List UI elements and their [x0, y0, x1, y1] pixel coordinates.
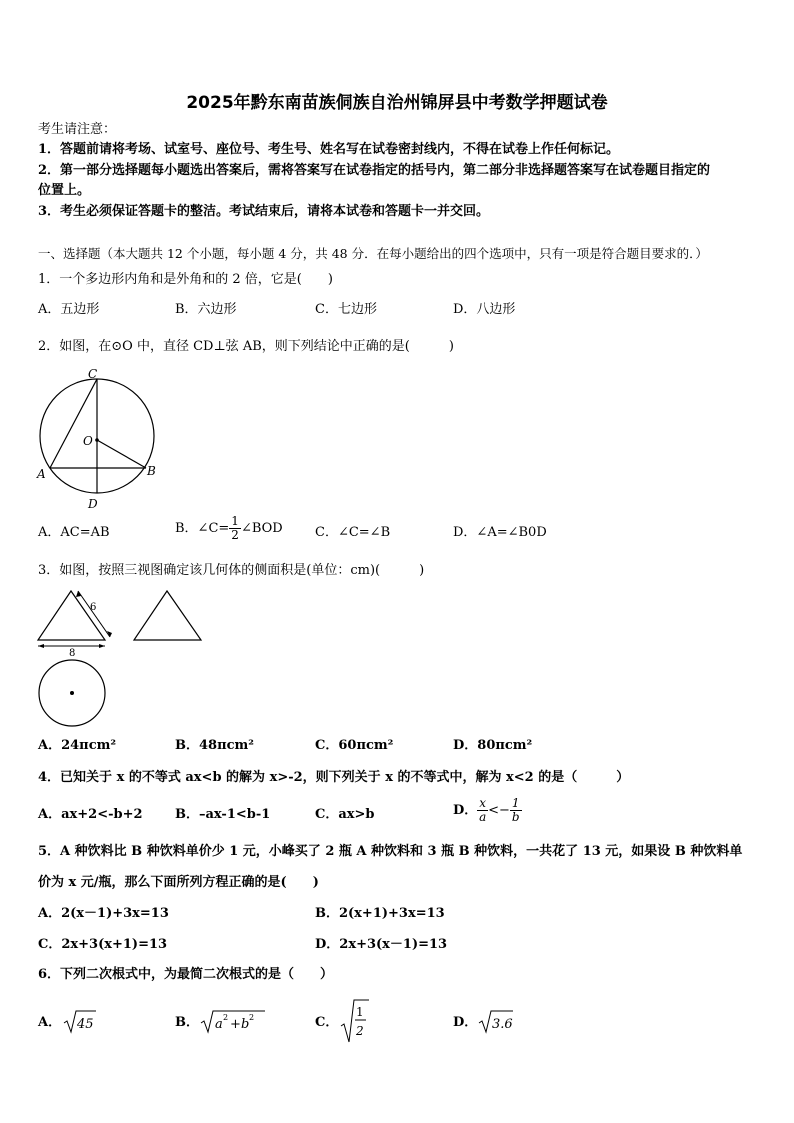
q5-stem-line2: 价为 x 元/瓶，那么下面所列方程正确的是( ) — [38, 875, 319, 890]
label-b: B — [147, 464, 156, 478]
q1-option-a: A．五边形 — [38, 302, 100, 317]
dim-line-6 — [78, 591, 110, 637]
q2-circle-figure — [30, 362, 170, 512]
fraction-one-half — [229, 515, 241, 542]
q2-option-b — [175, 515, 283, 542]
q2-option-d: D．∠A=∠B0D — [453, 525, 547, 540]
radicand: 3.6 — [492, 1017, 513, 1032]
q2-stem: 2．如图，在⊙O 中，直径 CD⊥弦 AB，则下列结论中正确的是( ) — [38, 339, 454, 354]
dim-arrow — [99, 644, 105, 648]
dim-arrow — [38, 644, 44, 648]
label-a: A — [37, 467, 46, 481]
notice-item-3: 3．考生必须保证答题卡的整洁。考试结束后，请将本试卷和答题卡一并交回。 — [38, 204, 490, 219]
notice-item-2-cont: 位置上。 — [38, 183, 91, 198]
q1-option-c: C．七边形 — [315, 302, 377, 317]
radicand-den: 2 — [356, 1024, 364, 1038]
radical-sign — [341, 1000, 369, 1042]
q6-option-d — [453, 1014, 477, 1032]
label-c: C — [88, 367, 98, 381]
notice-item-2: 2．第一部分选择题每小题选出答案后，需将答案写在试卷指定的括号内，第二部分非选择题答案写在试卷题目指定的 — [38, 163, 711, 178]
radical-sqrt-one-half — [340, 998, 370, 1044]
section-heading: 一、选择题（本大题共 12 个小题，每小题 4 分，共 48 分．在每小题给出的四个选项中，只有一项是符合题目要求的．） — [38, 246, 708, 261]
radical-sqrt-a2-b2 — [200, 1008, 266, 1036]
frac-num: 1 — [511, 796, 520, 810]
q6-option-d-label: D． — [453, 1015, 478, 1030]
notice-item-1: 1．答题前请将考场、试室号、座位号、考生号、姓名写在试卷密封线内，不得在试卷上作任何标记。 — [38, 142, 620, 157]
frac-num: x — [479, 796, 487, 810]
frac-den: a — [479, 810, 487, 824]
q6-stem: 6．下列二次根式中，为最简二次根式的是（ ） — [38, 967, 334, 982]
label-o: O — [83, 434, 93, 448]
fraction-one-over-b — [510, 797, 522, 824]
dim-label-8: 8 — [69, 648, 76, 659]
q5-option-d: D．2x+3(x－1)=13 — [315, 937, 448, 952]
q4-stem: 4．已知关于 x 的不等式 ax<b 的解为 x>-2，则下列关于 x 的不等式中，解为 x<2 的是（ ） — [38, 770, 630, 785]
q1-option-d: D．八边形 — [453, 302, 516, 317]
exponent: 2 — [223, 1013, 229, 1022]
dim-label-6: 6 — [90, 602, 97, 613]
q6-option-a-label: A． — [38, 1015, 62, 1030]
q1-option-b: B．六边形 — [175, 302, 237, 317]
side-view-triangle — [134, 591, 201, 640]
q1-stem: 1．一个多边形内角和是外角和的 2 倍，它是( ) — [38, 272, 333, 287]
q3-stem: 3．如图，按照三视图确定该几何体的侧面积是(单位：cm)( ) — [38, 563, 425, 578]
q6-option-c — [315, 1014, 338, 1032]
frac-den: b — [511, 810, 520, 824]
q4-option-d-prefix: D． — [453, 803, 478, 818]
q5-option-c: C．2x+3(x+1)=13 — [38, 937, 168, 952]
segment-ac — [50, 379, 97, 468]
q6-option-b-label: B． — [175, 1015, 199, 1030]
segment-ob — [97, 440, 146, 468]
radicand-b: b — [241, 1017, 250, 1032]
q2-option-c: C．∠C=∠B — [315, 525, 391, 540]
q2-option-b-prefix: B．∠C= — [175, 521, 230, 536]
radicand-num: 1 — [356, 1005, 364, 1019]
radical-sqrt-45 — [63, 1008, 97, 1036]
q6-option-b — [175, 1014, 199, 1032]
radicand: 45 — [77, 1017, 94, 1032]
frac-num: 1 — [231, 514, 239, 528]
frac-den: 2 — [231, 528, 239, 542]
q2-option-b-suffix: ∠BOD — [240, 521, 283, 536]
radicand-a: a — [215, 1017, 223, 1032]
q3-option-d: D．80πcm² — [453, 738, 533, 753]
plus-sign: + — [230, 1017, 241, 1032]
q4-option-b: B．–ax-1<b-1 — [175, 807, 271, 822]
q2-option-a: A．AC=AB — [38, 525, 110, 540]
q3-option-c: C．60πcm² — [315, 738, 394, 753]
q5-option-a: A．2(x－1)+3x=13 — [38, 906, 169, 921]
q3-three-views — [36, 588, 216, 733]
exam-title: 2025年黔东南苗族侗族自治州锦屏县中考数学押题试卷 — [186, 93, 608, 113]
q5-stem-line1: 5．A 种饮料比 B 种饮料单价少 1 元，小峰买了 2 瓶 A 种饮料和 3 瓶 B 种饮料，一共花了 13 元，如果设 B 种饮料单 — [38, 844, 743, 859]
exponent: 2 — [249, 1013, 255, 1022]
notice-heading: 考生请注意： — [38, 122, 117, 137]
q6-option-c-label: C． — [315, 1015, 339, 1030]
q4-option-c: C．ax>b — [315, 807, 375, 822]
q5-option-b: B．2(x+1)+3x=13 — [315, 906, 445, 921]
radical-sqrt-3-6 — [478, 1008, 514, 1036]
center-point — [95, 438, 99, 442]
q4-option-d — [453, 797, 522, 824]
q3-option-b: B．48πcm² — [175, 738, 254, 753]
q6-option-a — [38, 1014, 61, 1032]
fraction-x-over-a — [477, 797, 488, 824]
label-d: D — [88, 497, 98, 511]
q3-option-a: A．24πcm² — [38, 738, 117, 753]
q4-option-a: A．ax+2<-b+2 — [38, 807, 143, 822]
top-view-center — [70, 691, 74, 695]
q4-option-d-mid: <− — [488, 803, 510, 818]
